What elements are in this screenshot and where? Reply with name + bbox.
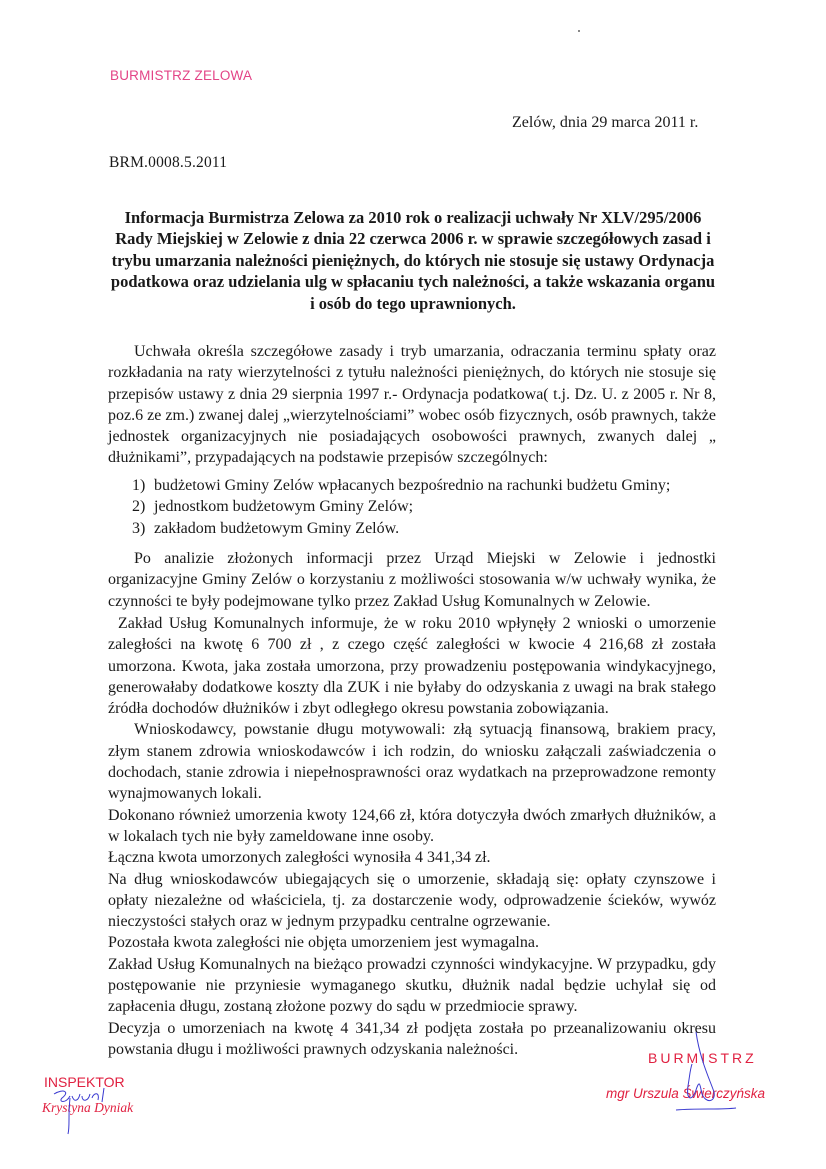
list-item (132, 475, 670, 496)
list-number: 1) (132, 477, 146, 494)
paragraph: Dokonano również umorzenia kwoty 124,66 zł, która dotyczyła dwóch zmarłych dłużników, a w lokalach tych nie były zameldowane inne osoby. (108, 806, 716, 845)
paragraph: Pozostała kwota zaległości nie objęta umorzeniem jest wymagalna. (108, 934, 539, 952)
header-stamp: BURMISTRZ ZELOWA (110, 68, 253, 83)
list-item (132, 518, 670, 539)
inspector-role: INSPEKTOR (44, 1074, 125, 1090)
mayor-stamp (606, 1050, 765, 1101)
body-paragraphs (108, 613, 716, 1060)
list-item (132, 496, 670, 517)
list-text: zakładom budżetowym Gminy Zelów. (154, 519, 400, 537)
scan-speck (578, 30, 580, 32)
intro-text: Uchwała określa szczegółowe zasady i tryb umarzania, odraczania terminu spłaty oraz rozkładania na raty wierzytelności z tytułu należności pieniężnych, do których nie stosuje się przepisów ustawy z dnia 29 sierpnia 1997 r.- Ordynacja podatkowa( t.j. Dz. U. z 2005 r. Nr 8, poz.6 ze zm.) zwanej dalej „wierzytelnościami” wobec osób fizycznych, osób prawnych, także jednostek organizacyjnych nie posiadających osobowości prawnych, zwanych dalej „ dłużnikami”, przypadających na podstawie przepisów szczególnych: (108, 343, 716, 467)
paragraph: Decyzja o umorzeniach na kwotę 4 341,34 zł podjęta została po przeanalizowaniu okresu powstania długu i możliwości prawnych odzyskania należności. (108, 1019, 716, 1058)
reference-number: BRM.0008.5.2011 (109, 154, 228, 171)
list-number: 2) (132, 498, 146, 516)
date-line: Zelów, dnia 29 marca 2011 r. (512, 114, 699, 131)
inspector-name: Krystyna Dyniak (42, 1100, 134, 1115)
analysis-paragraph (108, 548, 716, 612)
list-number: 3) (132, 519, 146, 537)
list-text: budżetowi Gminy Zelów wpłacanych bezpośrednio na rachunki budżetu Gminy; (154, 477, 671, 494)
inspector-stamp (42, 1074, 133, 1116)
paragraph: Zakład Usług Komunalnych na bieżąco prowadzi czynności windykacyjne. W przypadku, gdy postępowanie nie przyniesie wymaganego skutku, dłużnik nadal będzie uchylał się od zapłacenia długu, zostaną złożone pozwy do sądu w przedmiocie sprawy. (108, 955, 716, 1016)
list-text: jednostkom budżetowym Gminy Zelów; (154, 498, 414, 516)
mayor-name: mgr Urszula Świerczyńska (606, 1086, 766, 1101)
mayor-role: BURMISTRZ (648, 1050, 757, 1066)
paragraph: Zakład Usług Komunalnych informuje, że w roku 2010 wpłynęły 2 wnioski o umorzenie zaległości na kwotę 6 700 zł , z czego część zaległości w kwocie 4 216,68 zł została umorzona. Kwota, jaka została umorzona, przy prowadzeniu postępowania windykacyjnego, generowałaby dodatkowe koszty dla ZUK i nie byłaby do odzyskania z uwagi na brak stałego źródła dochodów dłużników i zbyt odległego okresu powstania zobowiązania. (108, 615, 716, 718)
document-title: Informacja Burmistrza Zelowa za 2010 rok o realizacji uchwały Nr XLV/295/2006 Rady Miejskiej w Zelowie z dnia 22 czerwca 2006 r. w sprawie szczegółowych zasad i trybu umarzania należności pieniężnych, do których nie stosuje się ustawy Ordynacja podatkowa oraz udzielania ulg w spłacaniu tych należności, a także wskazania organu i osób do tego uprawnionych. (110, 208, 716, 313)
intro-paragraph (108, 341, 716, 469)
paragraph: Na dług wnioskodawców ubiegających się o umorzenie, składają się: opłaty czynszowe i opłaty niezależne od właściciela, tj. za dostarczenie wody, odprowadzenie ścieków, wywóz nieczystości stałych oraz w jednym przypadku centralne ogrzewanie. (108, 870, 716, 931)
analysis-text: Po analizie złożonych informacji przez Urząd Miejski w Zelowie i jednostki organizacyjne Gminy Zelów o korzystaniu z możliwości stosowania w/w uchwały wynika, że czynności te były podejmowane tylko przez Zakład Usług Komunalnych w Zelowie. (108, 550, 716, 610)
paragraph: Wnioskodawcy, powstanie długu motywowali: złą sytuacją finansową, brakiem pracy, złym stanem zdrowia wnioskodawców i ich rodzin, do wniosku załączali zaświadczenia o dochodach, stanie zdrowia i niepełnosprawności oraz wydatkach na przeprowadzone remonty wynajmowanych lokali. (108, 721, 716, 803)
recipients-list (132, 475, 670, 539)
paragraph: Łączna kwota umorzonych zaległości wynosiła 4 341,34 zł. (108, 849, 491, 867)
